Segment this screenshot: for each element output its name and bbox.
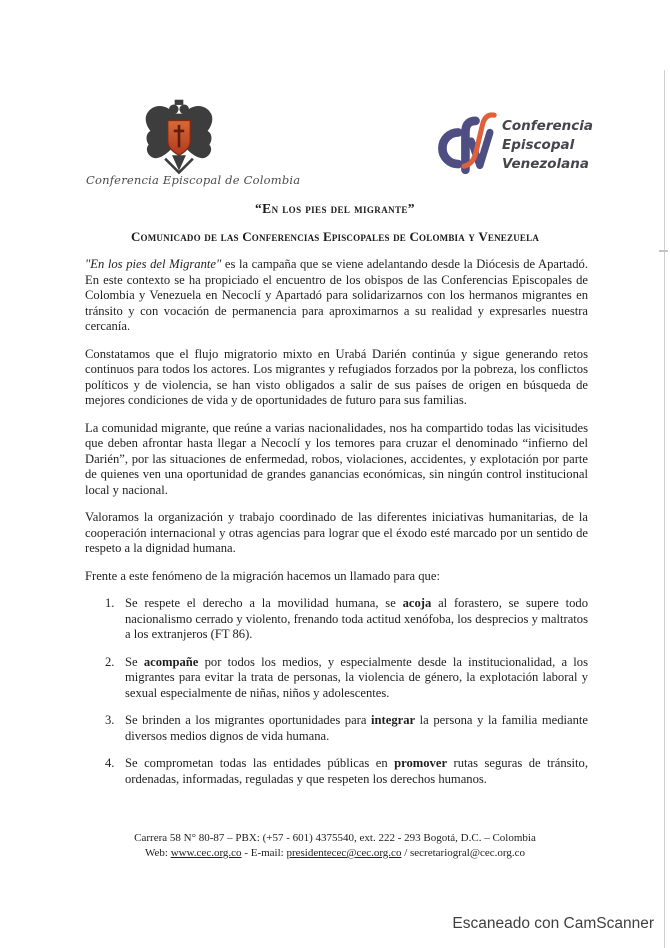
scan-edge-tick [659,250,668,252]
list-item-3-text [125,713,588,744]
list-intro: Frente a este fenómeno de la migración hacemos un llamado para que: [85,568,440,583]
list-item-2-post: por todos los medios, y especialmente desde la institucionalidad, a los migrantes para evitar la trata de personas, la violencia de género, la explotación laboral y sexual especialmente de niñas, niños y adolescentes. [125,654,588,700]
paragraph-1-text: es la campaña que se viene adelantando desde la Diócesis de Apartadó. En este contexto se ha propiciado el encuentro de los obispos de las Conferencias Episcopales de Colombia y Venezuela en Necoclí y Apartadó para solidarizarnos con los hermanos migrantes en tránsito y con vocación de permanencia para aproximarnos a su realidad y expresarles nuestra cercanía. [85,257,588,333]
paragraph-3: La comunidad migrante, que reúne a varias nacionalidades, nos ha compartido todas las vicisitudes que deben afrontar hasta llegar a Necoclí y los temores para cruzar el denominado “infierno del Darién”, por las situaciones de enfermedad, robos, violaciones, accidentes, y explotación por parte de quienes ven una oportunidad de grandes ganancias económicas, sin ningún control institucional local y nacional. [85,420,588,497]
cev-wordmark-line3: Venezolana [502,155,589,172]
list-item-3-bold: integrar [371,713,416,727]
list-item-2-pre: Se [125,654,144,669]
list-item-2-text [125,655,588,702]
list-item-4-text [125,756,588,787]
footer-email-1: presidentecec@cec.org.co [286,847,402,859]
list-item-2-number: 2. [105,654,115,669]
list-item-3-number: 3. [105,713,115,727]
list-item-2 [85,655,588,702]
cev-wordmark-line2: Episcopal [502,136,575,153]
list-item-3 [85,713,588,744]
footer-email-2: secretariogral@cec.org.co [410,847,525,859]
list-item-1-text [125,596,588,643]
paragraph-1 [85,257,588,335]
paragraph-1-italic-lead: "En los pies del Migrante" [85,257,222,271]
document-body [85,257,588,799]
list-item-3-pre: Se brinden a los migrantes oportunidades para [125,713,372,727]
footer-email-separator: / [401,847,411,859]
footer-web-url: www.cec.org.co [170,847,242,859]
footer-email-label: - E-mail: [241,847,287,859]
list-item-1-number: 1. [105,596,115,610]
list-item-1-bold: acoja [402,596,432,610]
numbered-list [85,596,588,787]
document-subtitle: Comunicado de las Conferencias Episcopales de Colombia y Venezuela [130,229,540,244]
cev-logo [428,103,593,187]
document-title: “En los pies del migrante” [255,201,415,216]
cev-wordmark-line1: Conferencia [502,117,593,134]
colombia-coat-of-arms-icon [133,98,225,176]
list-item-2-bold: acompañe [143,654,199,669]
paragraph-4: Valoramos la organización y trabajo coordinado de las diferentes iniciativas humanitarias, de la cooperación internacional y otras agencias para lograr que el éxodo esté marcado por un sentido de respeto a la dignidad humana. [85,510,588,555]
list-item-4-pre: Se comprometan todas las entidades públicas en [125,756,395,770]
footer-contact-line [0,846,670,861]
list-item-1 [85,596,588,643]
letterhead-footer [0,831,670,861]
list-item-4-number: 4. [105,756,115,770]
list-item-3-post: la persona y la familia mediante diversos medios dignos de vida humana. [125,713,589,743]
camscanner-watermark: Escaneado con CamScanner [452,915,654,932]
list-item-1-post: al forastero, se supere todo nacionalismo cerrado y violento, frenando toda actitud xenófoba, los desprecios y maltratos a los extranjeros (FT 86). [125,596,588,641]
list-item-4 [85,756,588,787]
cev-logo-wordmark [502,117,593,174]
colombia-logo-caption: Conferencia Episcopal de Colombia [86,173,301,187]
paragraph-2: Constatamos que el flujo migratorio mixto en Urabá Darién continúa y sigue generando retos continuos para todos los actores. Los migrantes y refugiados forzados por la pobreza, los conflictos políticos y de violencia, se han visto obligados a salir de sus países de origen en búsqueda de mejores condiciones de vida y de oportunidades de futuro para sus familias. [85,346,588,407]
footer-address-line: Carrera 58 N° 80-87 – PBX: (+57 - 601) 4375540, ext. 222 - 293 Bogotá, D.C. – Colombia [134,832,536,844]
cev-monogram-icon [428,103,500,187]
list-item-4-bold: promover [394,756,448,770]
list-item-1-pre: Se respete el derecho a la movilidad humana, se [125,596,403,610]
footer-web-label: Web: [144,847,171,859]
list-item-4-post: rutas seguras de tránsito, ordenadas, informadas, reguladas y que respeten los derechos humanos. [125,756,588,786]
